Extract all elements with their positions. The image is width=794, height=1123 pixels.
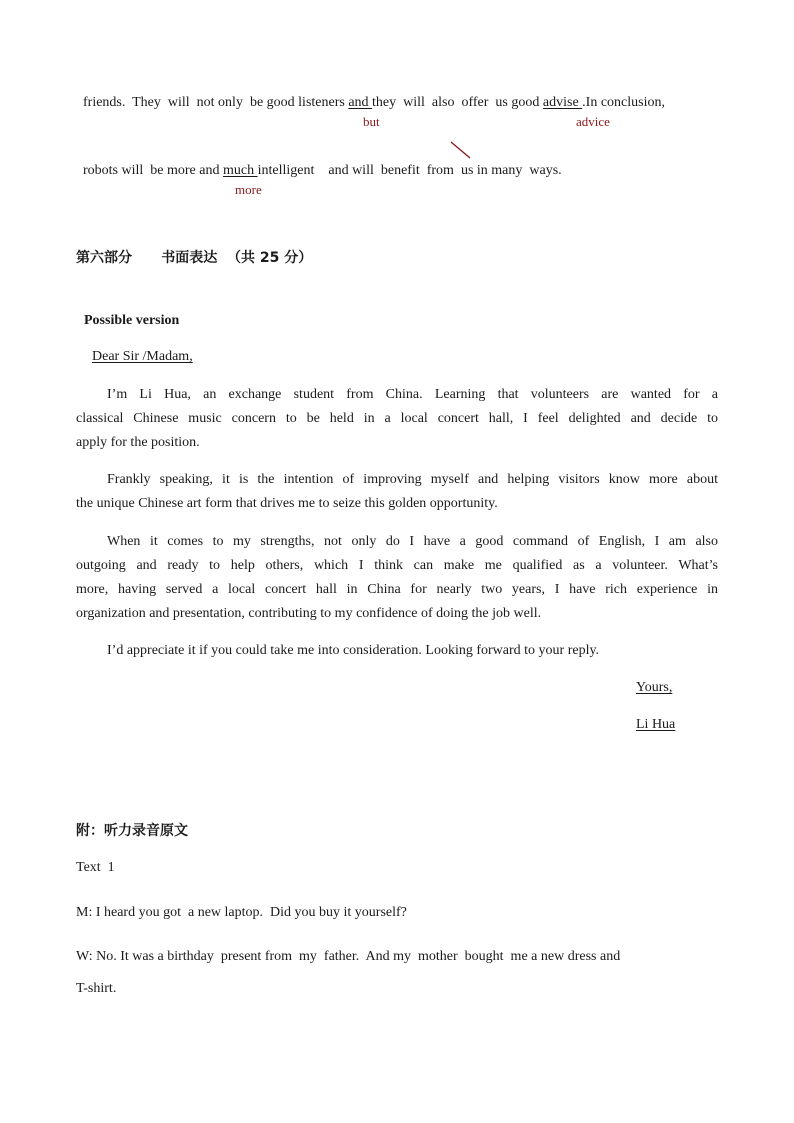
paragraph-4 (76, 639, 718, 663)
correction-text: us in many ways. (453, 163, 562, 178)
struck-word: from (426, 163, 454, 178)
correction-text: intelligent and will benefit (257, 163, 427, 178)
correction-line-2 (76, 147, 562, 179)
correction-line-1 (76, 79, 665, 111)
paragraph-line: more, having served a local concert hall in China for nearly two years, I have rich experience in (76, 582, 718, 597)
paragraph-line: I’m Li Hua, an exchange student from China. Learning that volunteers are wanted for a (107, 387, 718, 402)
appendix-heading: 附：听力录音原文 (76, 823, 188, 839)
paragraph-2 (76, 468, 718, 516)
correction-text: they will also offer us good (372, 95, 543, 110)
correction-text: friends. They will not only be good listeners (83, 95, 349, 110)
paragraph-line: Frankly speaking, it is the intention of improving myself and helping visitors know more about (107, 472, 718, 487)
paragraph-line: When it comes to my strengths, not only do I have a good command of English, I am also (107, 534, 718, 549)
paragraph-1 (76, 383, 718, 455)
section-heading: 第六部分 书面表达 （共 25 分） (76, 250, 313, 266)
paragraph-line: outgoing and ready to help others, which I think can make me qualified as a volunteer. What’s (76, 558, 718, 573)
paragraph-line: I’d appreciate it if you could take me into consideration. Looking forward to your reply. (107, 643, 600, 658)
paragraph-3 (76, 530, 718, 626)
version-label: Possible version (84, 313, 180, 328)
strike-mark (450, 141, 472, 159)
underlined-word: and (348, 95, 373, 110)
paragraph-line: organization and presentation, contributing to my confidence of doing the job well. (76, 606, 542, 621)
paragraph-line: the unique Chinese art form that drives me to seize this golden opportunity. (76, 496, 498, 511)
text-label: Text 1 (76, 860, 115, 875)
dialogue-line-m: M: I heard you got a new laptop. Did you buy it yourself? (76, 905, 407, 920)
signature: Li Hua (636, 717, 676, 732)
correction-text: robots will be more and (83, 163, 223, 178)
paragraph-line: apply for the position. (76, 435, 200, 450)
dialogue-line-w-cont: T-shirt. (76, 981, 117, 996)
correction-mark-advice: advice (576, 114, 610, 129)
underlined-word: much (222, 163, 258, 178)
closing: Yours, (636, 680, 673, 695)
correction-mark-but: but (363, 114, 380, 129)
salutation: Dear Sir /Madam, (92, 349, 193, 364)
correction-mark-more: more (235, 182, 262, 197)
correction-text: .In conclusion, (582, 95, 665, 110)
dialogue-line-w: W: No. It was a birthday present from my father. And my mother bought me a new dress and (76, 949, 621, 964)
paragraph-line: classical Chinese music concern to be held in a local concert hall, I feel delighted and decide to (76, 411, 718, 426)
underlined-word: advise (542, 95, 583, 110)
